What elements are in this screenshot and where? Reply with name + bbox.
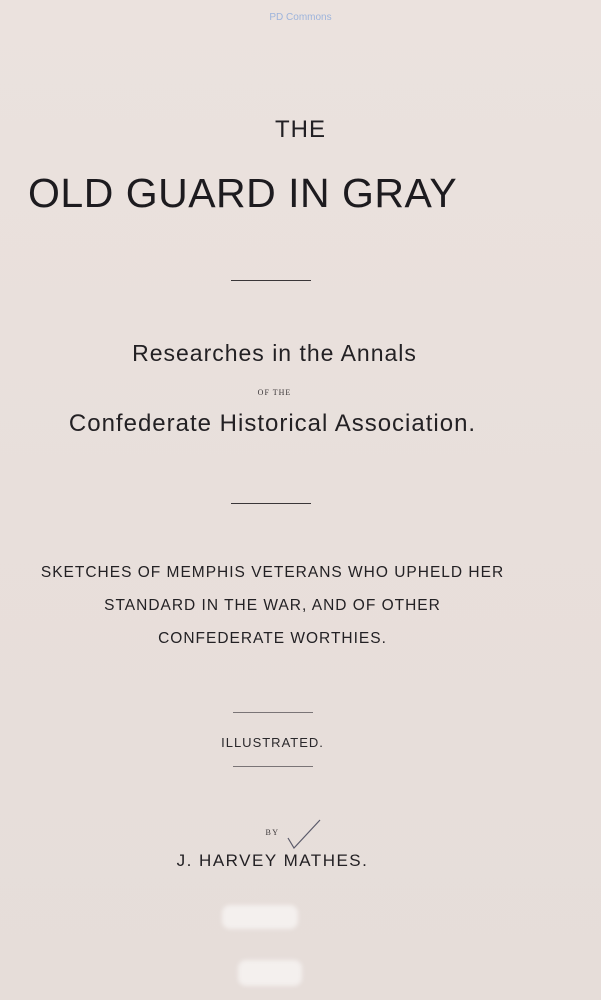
- subtitle-line-2: Confederate Historical Association.: [68, 410, 477, 437]
- divider-rule: [231, 503, 311, 504]
- description-line-2: STANDARD IN THE WAR, AND OF OTHER: [104, 597, 441, 614]
- divider-rule: [233, 712, 313, 713]
- author-name: J. HARVEY MATHES.: [176, 851, 369, 870]
- watermark: PD Commons: [269, 12, 332, 23]
- title-the: THE: [275, 116, 326, 143]
- description-line-1: SKETCHES OF MEMPHIS VETERANS WHO UPHELD HER: [40, 564, 505, 581]
- subtitle-of-the: OF THE: [257, 388, 292, 397]
- byline-by: BY: [265, 828, 280, 837]
- main-title: OLD GUARD IN GRAY: [28, 170, 458, 216]
- divider-rule: [233, 766, 313, 767]
- library-stamp-smudge: [222, 905, 298, 929]
- description-line-3: CONFEDERATE WORTHIES.: [158, 630, 387, 647]
- subtitle-line-1: Researches in the Annals: [132, 340, 417, 366]
- illustrated-label: ILLUSTRATED.: [221, 735, 324, 750]
- library-stamp-smudge: [238, 960, 302, 986]
- checkmark-icon: [286, 818, 322, 852]
- divider-rule: [231, 280, 311, 281]
